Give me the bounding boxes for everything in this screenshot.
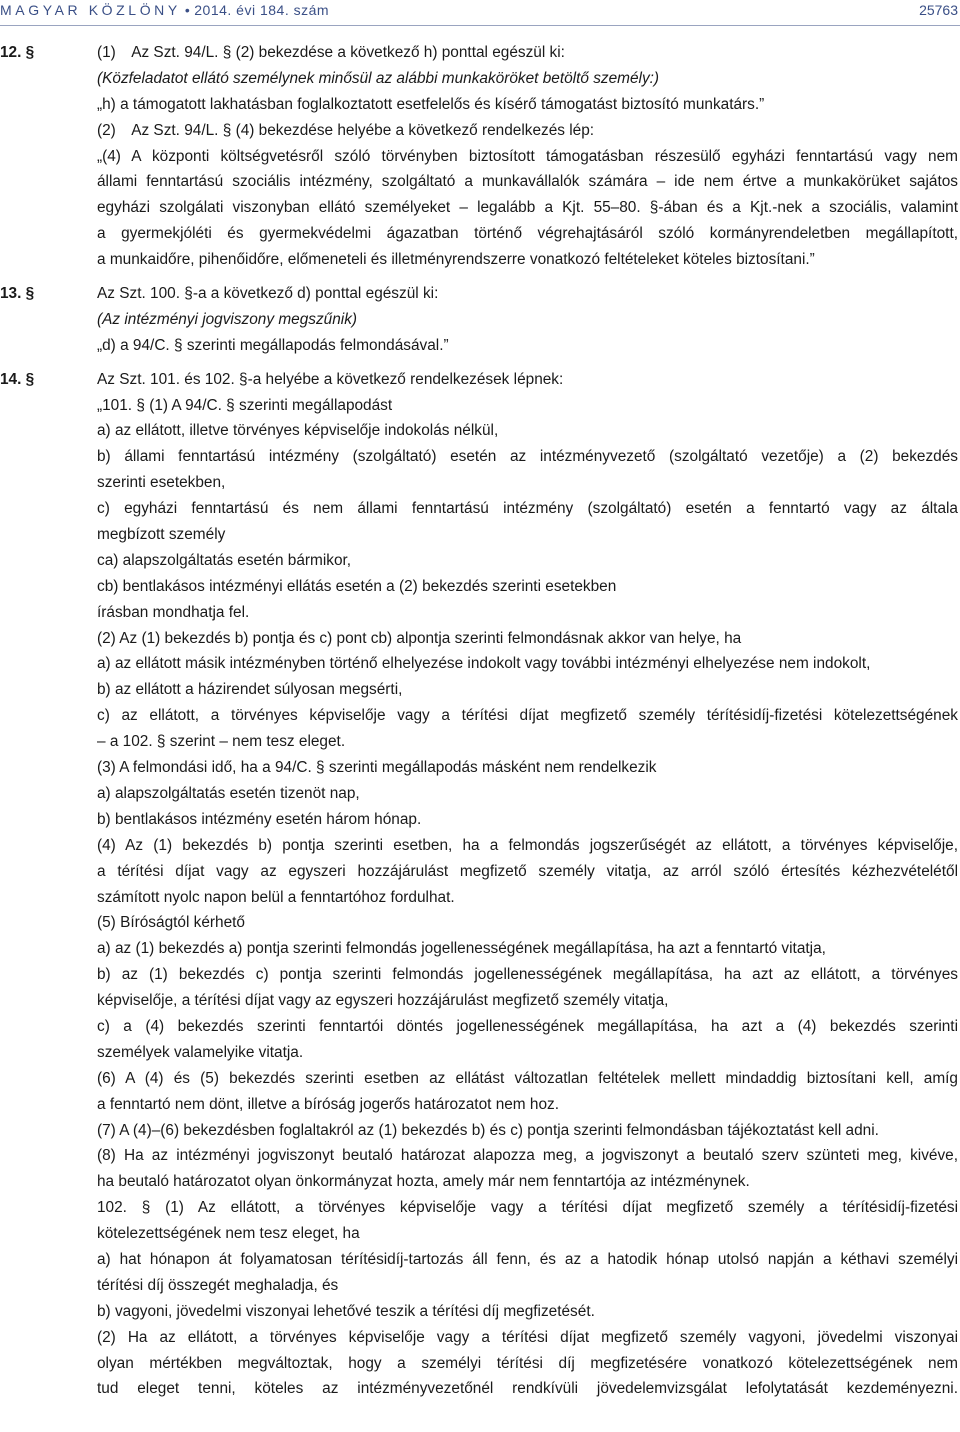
text-line: állami fenntartású szociális intézmény, szolgáltató a munkavállalók számára – ide nem értve a munkakörüket sajátos [97,173,958,191]
text-line: szerinti esetekben, [97,474,226,492]
section-heading-line [0,281,958,307]
text-line: a) alapszolgáltatás esetén tizenöt nap, [97,784,360,802]
text-line: a) az ellátott, illetve törvényes képviselője indokolás nélkül, [97,422,499,440]
journal-title: MAGYAR KÖZLÖNY [0,2,181,18]
section-heading-line [0,40,958,66]
text-line: olyan mértékben megváltoztak, hogy a személyi térítési díj megfizetésére vonatkozó kötelezettségének nem [97,1354,958,1372]
text-line: c) egyházi fenntartású és nem állami fenntartású intézmény (szolgáltató) esetén a fenntartó vagy az általa [97,500,958,518]
section-text: Az Szt. 100. §-a a következő d) ponttal egészül ki: [97,285,439,303]
page-number: 25763 [919,2,958,18]
text-line: „d) a 94/C. § szerinti megállapodás felmondásával.” [97,336,449,354]
section-number: 13. § [0,285,35,303]
text-line: a) az ellátott másik intézményben történő elhelyezése indokolt vagy további intézményi elhelyezése nem indokolt, [97,655,871,673]
section-text: Az Szt. 101. és 102. §-a helyébe a következő rendelkezések lépnek: [97,370,564,388]
document-body [0,40,958,1402]
section-gap [0,359,958,367]
text-line: ha beutaló határozatot olyan önkormányzat hozta, amely már nem fenntartója az intézménynek. [97,1173,750,1191]
header-separator: • [184,2,191,18]
issue-label: 2014. évi 184. szám [194,2,330,18]
text-line: „(4) A központi költségvetésről szóló törvényben biztosított támogatásban részesülő egyházi fenntartású vagy nem [97,147,958,165]
text-line: b) az ellátott a házirendet súlyosan megsérti, [97,681,403,699]
text-line: kötelezettségének nem tesz eleget, ha [97,1225,360,1243]
text-line: a gyermekjóléti és gyermekvédelmi ágazatban történő végrehajtásáról szóló kormányrendeletben megállapított, [97,225,958,243]
text-line: számított nyolc napon belül a fenntartóhoz fordulhat. [97,888,455,906]
text-line: – a 102. § szerint – nem tesz eleget. [97,733,346,751]
section-text: (1) Az Szt. 94/L. § (2) bekezdése a következő h) ponttal egészül ki: [97,44,565,61]
text-line: a) az (1) bekezdés a) pontja szerinti felmondás jogellenességének megállapítása, ha azt a fenntartó vitatja, [97,940,826,958]
text-line: b) bentlakásos intézmény esetén három hónap. [97,810,422,828]
text-line: (2) Ha az ellátott, a törvényes képviselője vagy a térítési díjat megfizető személy vagyoni, jövedelmi viszonyai [97,1328,958,1346]
text-line: a térítési díjat vagy az egyszeri hozzájárulást megfizető személy vitatja, az arról szóló értesítés kézhezvételétől [97,862,958,880]
text-line: megbízott személy [97,526,226,544]
text-line: b) az (1) bekezdés c) pontja szerinti felmondás jogellenességének megállapítása, ha azt az ellátott, a törvényes [97,966,958,984]
text-line: egyházi szolgálati viszonyban ellátó személyeket – legalább a Kjt. 55–80. §-ában és a Kjt.-nek a szociális, valamint [97,199,958,217]
text-line: cb) bentlakásos intézményi ellátás esetén a (2) bekezdés szerinti esetekben [97,577,617,595]
text-line: (2) Az (1) bekezdés b) pontja és c) pont cb) alpontja szerinti felmondásnak akkor van helye, ha [97,629,742,647]
text-line: a munkaidőre, pihenőidőre, előmeneteli és illetményrendszerre vonatkozó feltételeket köteles biztosítani.” [97,251,815,269]
text-line: (Az intézményi jogviszony megszűnik) [97,310,358,328]
text-line: b) állami fenntartású intézmény (szolgáltató) esetén az intézményvezető (szolgáltató vezetője) a (2) bekezdés [97,448,958,466]
section-gap [0,273,958,281]
text-line: (4) Az (1) bekezdés b) pontja szerinti esetben, ha a felmondás jogszerűségét az ellátott, a törvényes képviselője, [97,836,958,854]
text-line: 102. § (1) Az ellátott, a törvényes képviselője vagy a térítési díjat megfizető személy a térítésidíj-fizetési [97,1199,958,1217]
text-line: „101. § (1) A 94/C. § szerinti megállapodást [97,396,393,414]
text-line: (5) Bíróságtól kérhető [97,914,245,932]
text-line: b) vagyoni, jövedelmi viszonyai lehetővé teszik a térítési díj megfizetését. [97,1302,595,1320]
text-line: térítési díj összegét meghaladja, és [97,1276,339,1294]
text-line: személyek valamelyike vitatja. [97,1043,304,1061]
text-line: a fenntartó nem dönt, illetve a bíróság jogerős határozatot nem hoz. [97,1095,559,1113]
text-line: tud eleget tenni, köteles az intézményvezetőnél rendkívüli jövedelemvizsgálat lefolytatását kezdeményezni. [97,1380,958,1398]
page-header [0,0,960,24]
section-mark [0,367,97,393]
section-number: 12. § [0,44,35,61]
section-heading-line [0,367,958,393]
text-line: a) hat hónapon át folyamatosan térítésidíj-tartozás áll fenn, és az a hatodik hónap utolsó napján a kéthavi személyi [97,1250,958,1268]
journal-header [0,2,329,18]
text-line: írásban mondhatja fel. [97,603,250,621]
text-line: képviselője, a térítési díjat vagy az egyszeri hozzájárulást megfizető személy vitatja, [97,992,669,1010]
text-line: c) az ellátott, a törvényes képviselője vagy a térítési díjat megfizető személy térítésidíj-fizetési kötelezettségének [97,707,958,725]
text-line: (Közfeladatot ellátó személynek minősül az alábbi munkaköröket betöltő személy:) [97,69,660,87]
text-line: „h) a támogatott lakhatásban foglalkoztatott esetfelelős és kísérő támogatást biztosító munkatárs.” [97,95,765,113]
text-line: (8) Ha az intézményi jogviszonyt beutaló határozat alapozza meg, a jogviszonyt a beutaló szerv szünteti meg, kivéve, [97,1147,958,1165]
section-number: 14. § [0,370,35,388]
text-line: ca) alapszolgáltatás esetén bármikor, [97,551,352,569]
text-line: (7) A (4)–(6) bekezdésben foglaltakról az (1) bekezdés b) és c) pontja szerinti felmondásban tájékoztatást kell adni. [97,1121,879,1139]
text-line: c) a (4) bekezdés szerinti fenntartói döntés jogellenességének megállapítása, ha azt a (4) bekezdés szerinti [97,1017,958,1035]
section-mark [0,281,97,307]
text-line: (3) A felmondási idő, ha a 94/C. § szerinti megállapodás másként nem rendelkezik [97,759,657,777]
section-mark [0,40,97,66]
text-line: (2) Az Szt. 94/L. § (4) bekezdése helyébe a következő rendelkezés lép: [97,121,595,139]
header-divider [0,25,960,26]
text-line: (6) A (4) és (5) bekezdés szerinti esetben az ellátást változatlan feltételek mellett mindaddig biztosítani kell, amíg [97,1069,958,1087]
